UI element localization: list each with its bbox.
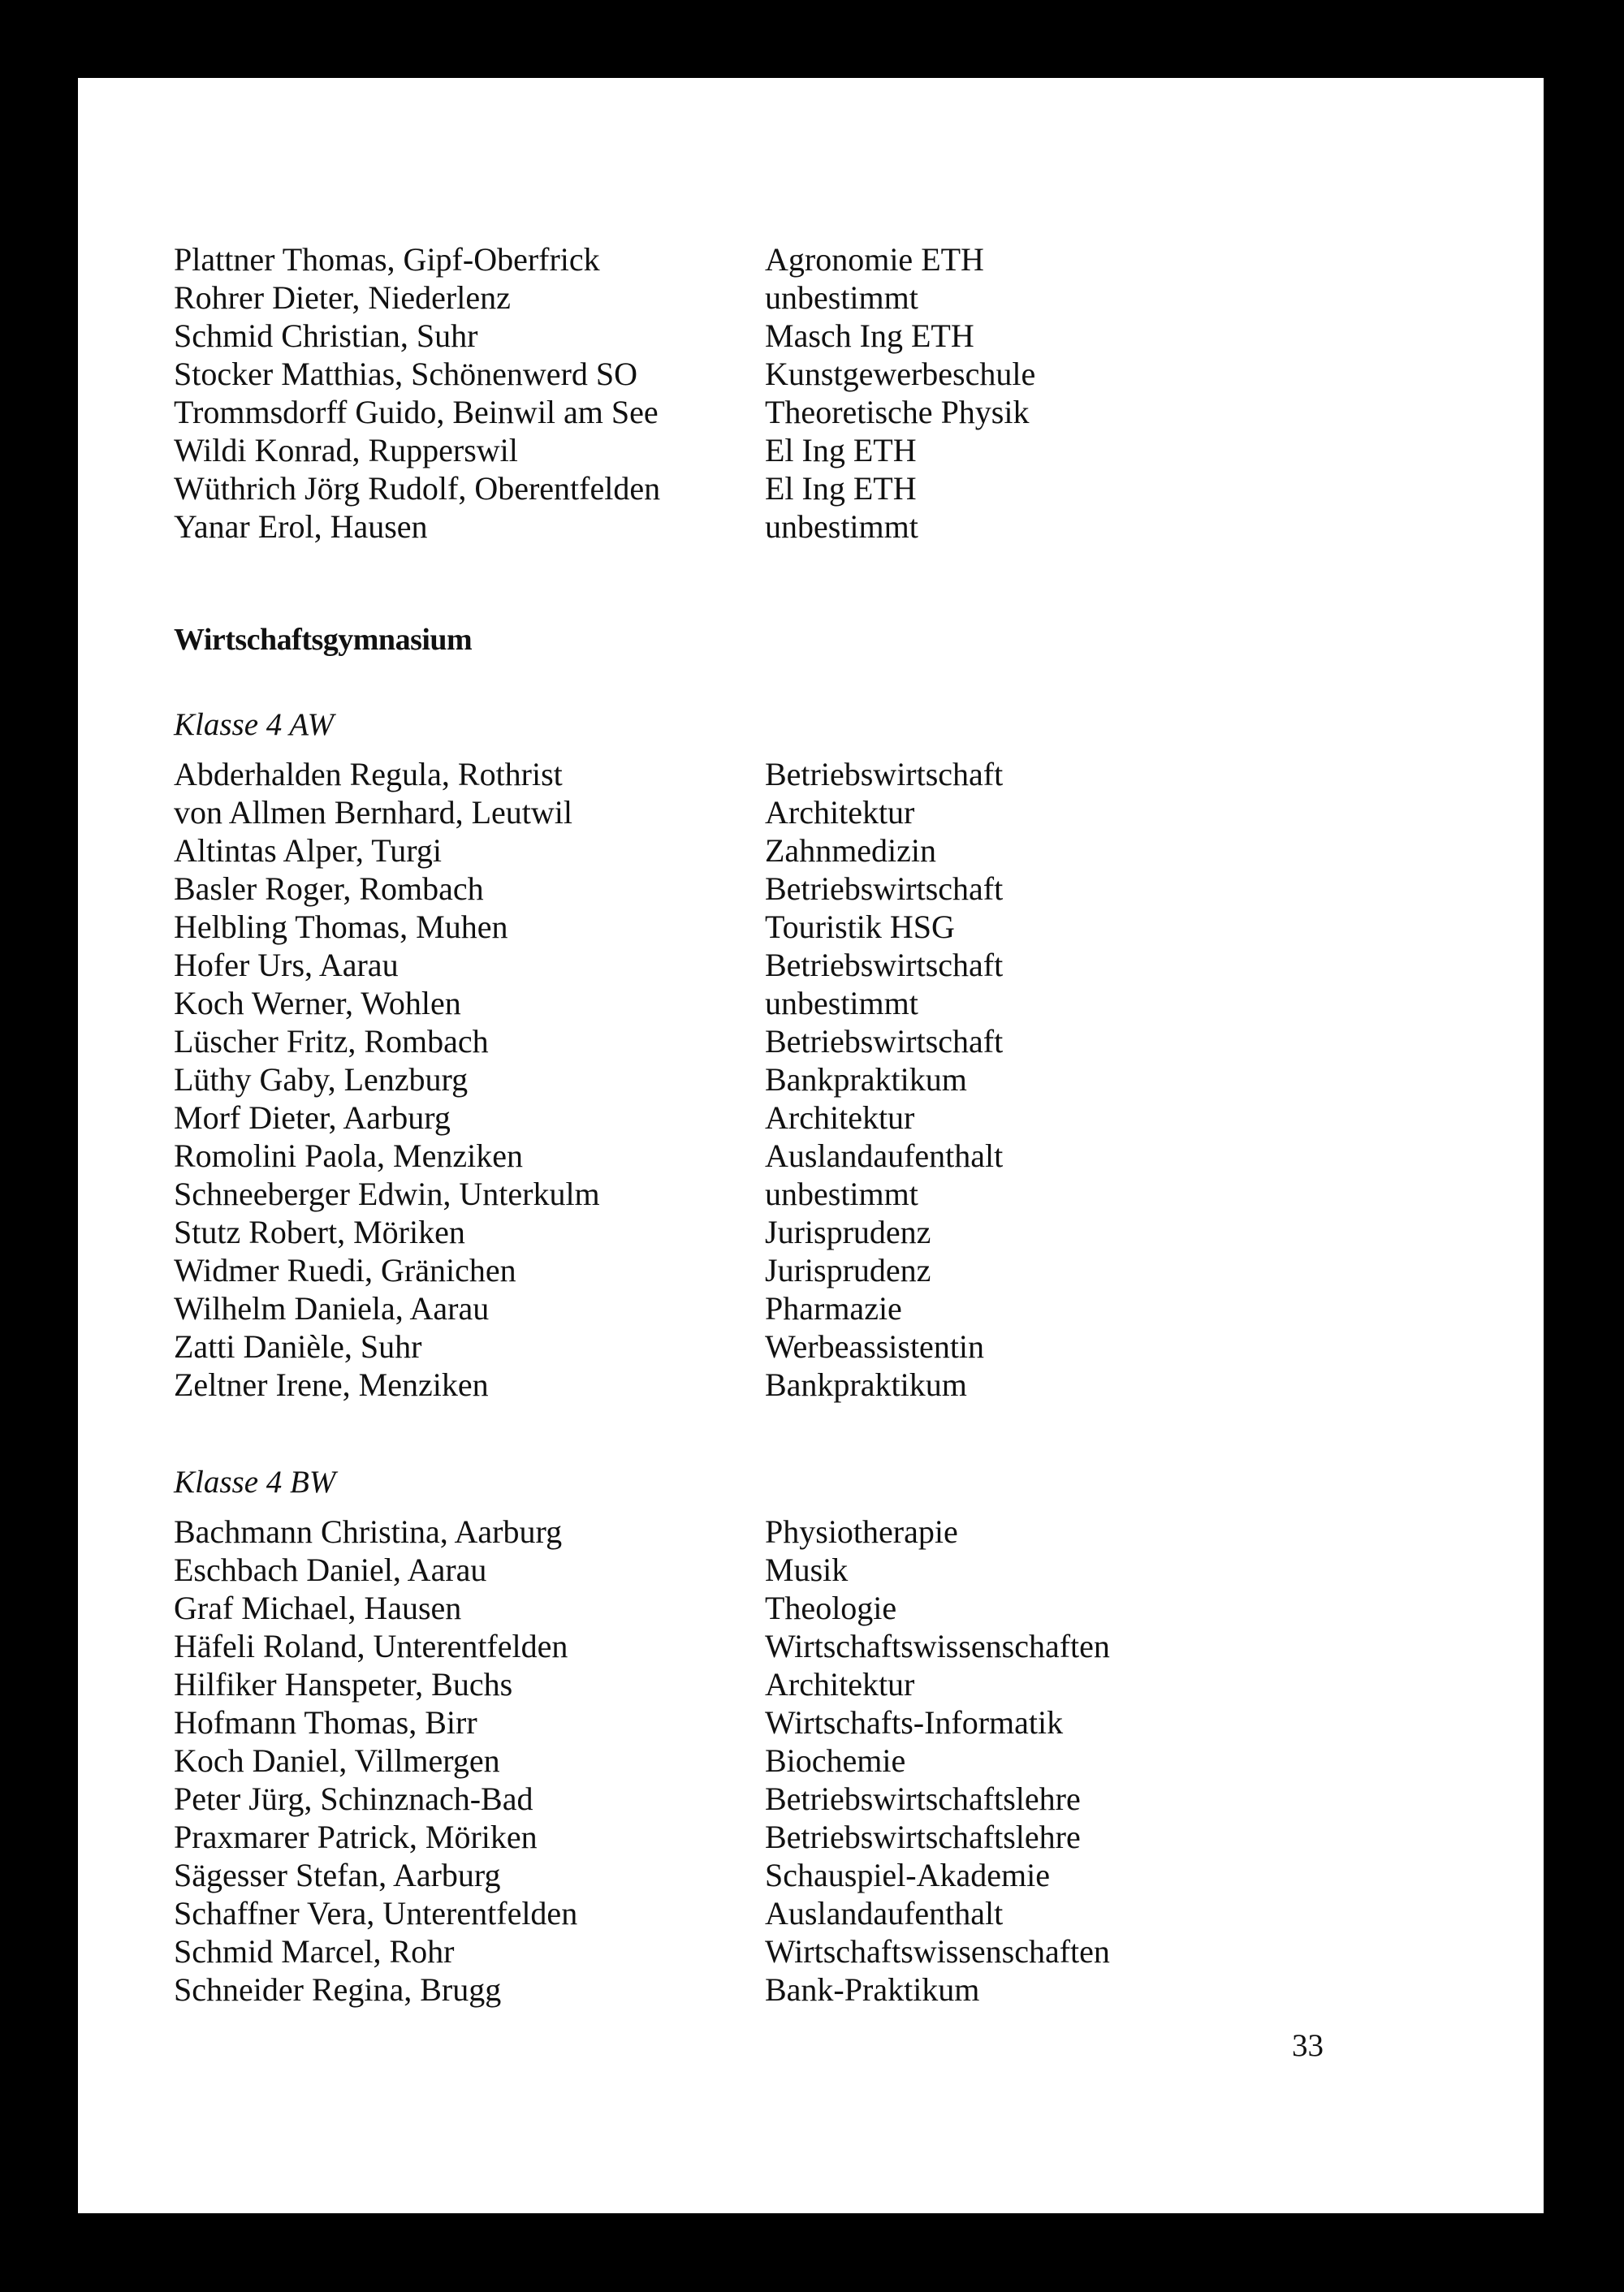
study-field: Architektur — [765, 794, 915, 831]
student-name: Trommsdorff Guido, Beinwil am See — [174, 394, 659, 430]
student-name: Häfeli Roland, Unterentfelden — [174, 1628, 568, 1664]
study-field: El Ing ETH — [765, 432, 917, 468]
student-name: Abderhalden Regula, Rothrist — [174, 756, 563, 792]
student-name: Wilhelm Daniela, Aarau — [174, 1290, 490, 1327]
student-name: Rohrer Dieter, Niederlenz — [174, 279, 511, 316]
student-name: Romolini Paola, Menziken — [174, 1137, 523, 1174]
study-field: Betriebswirtschaftslehre — [765, 1781, 1081, 1817]
study-field: Jurisprudenz — [765, 1214, 931, 1250]
study-field: unbestimmt — [765, 1176, 918, 1212]
study-field: Physiotherapie — [765, 1513, 958, 1550]
student-name: Schmid Marcel, Rohr — [174, 1933, 455, 1970]
study-field: Auslandaufenthalt — [765, 1895, 1004, 1932]
study-field: unbestimmt — [765, 508, 918, 545]
study-field: Wirtschaftswissenschaften — [765, 1628, 1110, 1664]
student-name: Schaffner Vera, Unterentfelden — [174, 1895, 578, 1932]
study-field: Pharmazie — [765, 1290, 902, 1327]
study-field: Wirtschaftswissenschaften — [765, 1933, 1110, 1970]
student-name: Schneider Regina, Brugg — [174, 1971, 502, 2008]
student-name: Lüscher Fritz, Rombach — [174, 1023, 489, 1060]
student-name: Zatti Danièle, Suhr — [174, 1328, 422, 1365]
student-name: Hofmann Thomas, Birr — [174, 1704, 477, 1741]
student-name: Stutz Robert, Möriken — [174, 1214, 465, 1250]
student-name: Peter Jürg, Schinznach-Bad — [174, 1781, 533, 1817]
study-field: Masch Ing ETH — [765, 317, 974, 354]
student-name: Sägesser Stefan, Aarburg — [174, 1857, 501, 1893]
study-field: Bankpraktikum — [765, 1061, 967, 1098]
study-field: Schauspiel-Akademie — [765, 1857, 1050, 1893]
student-name: Koch Werner, Wohlen — [174, 985, 461, 1021]
student-name: Hilfiker Hanspeter, Buchs — [174, 1666, 513, 1703]
student-name: Wüthrich Jörg Rudolf, Oberentfelden — [174, 470, 661, 507]
student-name: Graf Michael, Hausen — [174, 1590, 462, 1626]
student-name: Plattner Thomas, Gipf-Oberfrick — [174, 241, 600, 278]
class-heading-4bw: Klasse 4 BW — [174, 1465, 336, 1500]
study-field: Musik — [765, 1552, 849, 1588]
student-name: von Allmen Bernhard, Leutwil — [174, 794, 573, 831]
study-field: Theologie — [765, 1590, 897, 1626]
study-field: Biochemie — [765, 1742, 906, 1779]
study-field: Bank-Praktikum — [765, 1971, 980, 2008]
student-name: Schmid Christian, Suhr — [174, 317, 478, 354]
study-field: Wirtschafts-Informatik — [765, 1704, 1064, 1741]
student-name: Eschbach Daniel, Aarau — [174, 1552, 487, 1588]
study-field: Touristik HSG — [765, 909, 955, 945]
study-field: Werbeassistentin — [765, 1328, 985, 1365]
study-field: Auslandaufenthalt — [765, 1137, 1004, 1174]
study-field: Betriebswirtschaft — [765, 947, 1004, 983]
student-name: Yanar Erol, Hausen — [174, 508, 428, 545]
study-field: Betriebswirtschaftslehre — [765, 1819, 1081, 1855]
study-field: Agronomie ETH — [765, 241, 984, 278]
student-name: Zeltner Irene, Menziken — [174, 1366, 489, 1403]
study-field: unbestimmt — [765, 279, 918, 316]
student-name: Widmer Ruedi, Gränichen — [174, 1252, 516, 1288]
study-field: unbestimmt — [765, 985, 918, 1021]
student-name: Morf Dieter, Aarburg — [174, 1099, 451, 1136]
page-number: 33 — [1292, 2028, 1324, 2063]
student-name: Hofer Urs, Aarau — [174, 947, 399, 983]
study-field: Betriebswirtschaft — [765, 1023, 1004, 1060]
student-name: Bachmann Christina, Aarburg — [174, 1513, 563, 1550]
study-field: Kunstgewerbeschule — [765, 356, 1036, 392]
study-field: Betriebswirtschaft — [765, 756, 1004, 792]
study-field: Bankpraktikum — [765, 1366, 967, 1403]
student-name: Wildi Konrad, Rupperswil — [174, 432, 518, 468]
student-name: Praxmarer Patrick, Möriken — [174, 1819, 538, 1855]
student-name: Basler Roger, Rombach — [174, 870, 484, 907]
study-field: Zahnmedizin — [765, 832, 937, 869]
study-field: Architektur — [765, 1099, 915, 1136]
student-name: Altintas Alper, Turgi — [174, 832, 442, 869]
study-field: Betriebswirtschaft — [765, 870, 1004, 907]
student-name: Stocker Matthias, Schönenwerd SO — [174, 356, 638, 392]
student-name: Schneeberger Edwin, Unterkulm — [174, 1176, 600, 1212]
study-field: El Ing ETH — [765, 470, 917, 507]
document-page — [78, 78, 1544, 2213]
section-heading: Wirtschaftsgymnasium — [174, 623, 473, 657]
student-name: Koch Daniel, Villmergen — [174, 1742, 500, 1779]
student-name: Lüthy Gaby, Lenzburg — [174, 1061, 469, 1098]
study-field: Jurisprudenz — [765, 1252, 931, 1288]
study-field: Theoretische Physik — [765, 394, 1030, 430]
student-name: Helbling Thomas, Muhen — [174, 909, 508, 945]
class-heading-4aw: Klasse 4 AW — [174, 707, 335, 742]
study-field: Architektur — [765, 1666, 915, 1703]
